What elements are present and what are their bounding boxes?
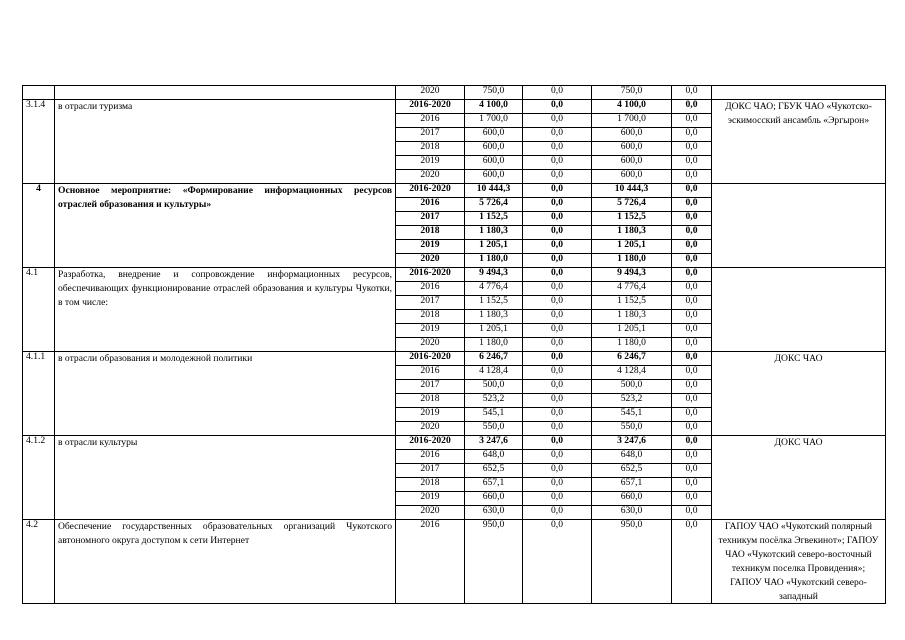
local-cell: 0,0 [672,268,712,282]
federal-cell: 0,0 [523,520,592,604]
total-cell: 500,0 [465,380,523,394]
total-cell: 950,0 [465,520,523,604]
local-cell: 0,0 [672,184,712,198]
regional-cell: 10 444,3 [592,184,672,198]
local-cell: 0,0 [672,212,712,226]
responsible-executor-cell: ДОКС ЧАО [712,352,886,436]
table-row [23,184,886,198]
regional-cell: 5 726,4 [592,198,672,212]
year-cell: 2016-2020 [396,352,465,366]
year-cell: 2016-2020 [396,268,465,282]
regional-cell: 660,0 [592,492,672,506]
row-index-cell: 4 [23,184,55,268]
total-cell: 5 726,4 [465,198,523,212]
federal-cell: 0,0 [523,184,592,198]
federal-cell: 0,0 [523,436,592,450]
regional-cell: 657,1 [592,478,672,492]
total-cell: 1 180,3 [465,310,523,324]
local-cell: 0,0 [672,240,712,254]
regional-cell: 523,2 [592,394,672,408]
total-cell: 660,0 [465,492,523,506]
year-cell: 2016 [396,520,465,604]
year-cell: 2016 [396,198,465,212]
row-index-cell [23,86,55,100]
local-cell: 0,0 [672,170,712,184]
year-cell: 2019 [396,492,465,506]
regional-cell: 6 246,7 [592,352,672,366]
total-cell: 10 444,3 [465,184,523,198]
year-cell: 2016 [396,114,465,128]
responsible-executor-cell [712,86,886,100]
federal-cell: 0,0 [523,170,592,184]
activity-name-cell: в отрасли образования и молодежной политики [55,352,396,436]
federal-cell: 0,0 [523,240,592,254]
row-index-cell: 3.1.4 [23,100,55,184]
federal-cell: 0,0 [523,394,592,408]
federal-cell: 0,0 [523,114,592,128]
federal-cell: 0,0 [523,408,592,422]
total-cell: 1 180,3 [465,226,523,240]
regional-cell: 600,0 [592,156,672,170]
year-cell: 2018 [396,394,465,408]
regional-cell: 1 205,1 [592,324,672,338]
regional-cell: 1 180,0 [592,338,672,352]
local-cell: 0,0 [672,310,712,324]
total-cell: 600,0 [465,142,523,156]
year-cell: 2017 [396,128,465,142]
federal-cell: 0,0 [523,492,592,506]
year-cell: 2020 [396,86,465,100]
local-cell: 0,0 [672,282,712,296]
row-index-cell: 4.1 [23,268,55,352]
local-cell: 0,0 [672,422,712,436]
regional-cell: 600,0 [592,170,672,184]
federal-cell: 0,0 [523,338,592,352]
federal-cell: 0,0 [523,128,592,142]
table-row [23,352,886,366]
total-cell: 1 180,0 [465,338,523,352]
year-cell: 2019 [396,240,465,254]
local-cell: 0,0 [672,520,712,604]
responsible-executor-cell: ДОКС ЧАО; ГБУК ЧАО «Чукотско-эскимосский ансамбль «Эргырон» [712,100,886,184]
total-cell: 3 247,6 [465,436,523,450]
total-cell: 4 100,0 [465,100,523,114]
local-cell: 0,0 [672,380,712,394]
responsible-executor-cell: ДОКС ЧАО [712,436,886,520]
total-cell: 648,0 [465,450,523,464]
year-cell: 2016 [396,282,465,296]
table-row [23,268,886,282]
local-cell: 0,0 [672,478,712,492]
total-cell: 1 180,0 [465,254,523,268]
total-cell: 550,0 [465,422,523,436]
regional-cell: 3 247,6 [592,436,672,450]
local-cell: 0,0 [672,128,712,142]
federal-cell: 0,0 [523,268,592,282]
year-cell: 2019 [396,408,465,422]
federal-cell: 0,0 [523,198,592,212]
year-cell: 2020 [396,254,465,268]
year-cell: 2018 [396,142,465,156]
regional-cell: 545,1 [592,408,672,422]
responsible-executor-cell: ГАПОУ ЧАО «Чукотский полярный техникум посёлка Эгвекинот»; ГАПОУ ЧАО «Чукотский северо-восточный техникум поселка Провидения»; ГАПОУ ЧАО «Чукотский северо-западный [712,520,886,604]
regional-cell: 1 180,0 [592,254,672,268]
regional-cell: 4 776,4 [592,282,672,296]
local-cell: 0,0 [672,86,712,100]
federal-cell: 0,0 [523,380,592,394]
local-cell: 0,0 [672,506,712,520]
year-cell: 2016 [396,450,465,464]
federal-cell: 0,0 [523,324,592,338]
year-cell: 2020 [396,422,465,436]
year-cell: 2019 [396,324,465,338]
federal-cell: 0,0 [523,212,592,226]
local-cell: 0,0 [672,366,712,380]
local-cell: 0,0 [672,156,712,170]
regional-cell: 1 700,0 [592,114,672,128]
year-cell: 2016 [396,366,465,380]
budget-table-body [23,86,886,604]
table-row [23,86,886,100]
total-cell: 523,2 [465,394,523,408]
federal-cell: 0,0 [523,422,592,436]
regional-cell: 652,5 [592,464,672,478]
total-cell: 600,0 [465,170,523,184]
total-cell: 545,1 [465,408,523,422]
total-cell: 652,5 [465,464,523,478]
local-cell: 0,0 [672,338,712,352]
federal-cell: 0,0 [523,310,592,324]
local-cell: 0,0 [672,324,712,338]
year-cell: 2016-2020 [396,184,465,198]
local-cell: 0,0 [672,394,712,408]
row-index-cell: 4.2 [23,520,55,604]
total-cell: 630,0 [465,506,523,520]
table-row [23,100,886,114]
activity-name-cell [55,86,396,100]
activity-name-cell: в отрасли культуры [55,436,396,520]
federal-cell: 0,0 [523,100,592,114]
row-index-cell: 4.1.2 [23,436,55,520]
year-cell: 2019 [396,156,465,170]
year-cell: 2018 [396,226,465,240]
regional-cell: 600,0 [592,128,672,142]
federal-cell: 0,0 [523,506,592,520]
regional-cell: 1 205,1 [592,240,672,254]
regional-cell: 4 100,0 [592,100,672,114]
federal-cell: 0,0 [523,450,592,464]
local-cell: 0,0 [672,100,712,114]
regional-cell: 950,0 [592,520,672,604]
total-cell: 4 776,4 [465,282,523,296]
local-cell: 0,0 [672,296,712,310]
budget-table [22,85,886,604]
activity-name-cell: Основное мероприятие: «Формирование информационных ресурсов отраслей образования и культуры» [55,184,396,268]
year-cell: 2020 [396,506,465,520]
total-cell: 657,1 [465,478,523,492]
regional-cell: 1 180,3 [592,226,672,240]
local-cell: 0,0 [672,464,712,478]
total-cell: 600,0 [465,156,523,170]
regional-cell: 500,0 [592,380,672,394]
local-cell: 0,0 [672,450,712,464]
total-cell: 750,0 [465,86,523,100]
regional-cell: 1 152,5 [592,296,672,310]
federal-cell: 0,0 [523,142,592,156]
year-cell: 2018 [396,478,465,492]
local-cell: 0,0 [672,226,712,240]
regional-cell: 1 152,5 [592,212,672,226]
local-cell: 0,0 [672,408,712,422]
table-row [23,436,886,450]
regional-cell: 4 128,4 [592,366,672,380]
year-cell: 2020 [396,170,465,184]
year-cell: 2018 [396,310,465,324]
federal-cell: 0,0 [523,254,592,268]
regional-cell: 9 494,3 [592,268,672,282]
local-cell: 0,0 [672,352,712,366]
year-cell: 2016-2020 [396,436,465,450]
responsible-executor-cell [712,184,886,268]
table-row [23,520,886,604]
year-cell: 2017 [396,464,465,478]
total-cell: 1 700,0 [465,114,523,128]
local-cell: 0,0 [672,114,712,128]
total-cell: 6 246,7 [465,352,523,366]
activity-name-cell: в отрасли туризма [55,100,396,184]
local-cell: 0,0 [672,198,712,212]
federal-cell: 0,0 [523,226,592,240]
regional-cell: 600,0 [592,142,672,156]
activity-name-cell: Обеспечение государственных образовательных организаций Чукотского автономного округа доступом к сети Интернет [55,520,396,604]
regional-cell: 648,0 [592,450,672,464]
responsible-executor-cell [712,268,886,352]
total-cell: 1 152,5 [465,296,523,310]
total-cell: 9 494,3 [465,268,523,282]
federal-cell: 0,0 [523,86,592,100]
total-cell: 1 152,5 [465,212,523,226]
local-cell: 0,0 [672,142,712,156]
regional-cell: 550,0 [592,422,672,436]
activity-name-cell: Разработка, внедрение и сопровождение информационных ресурсов, обеспечивающих функционирование отраслей образования и культуры Чукотки, в том числе: [55,268,396,352]
row-index-cell: 4.1.1 [23,352,55,436]
total-cell: 1 205,1 [465,240,523,254]
federal-cell: 0,0 [523,296,592,310]
total-cell: 4 128,4 [465,366,523,380]
year-cell: 2017 [396,380,465,394]
federal-cell: 0,0 [523,478,592,492]
total-cell: 1 205,1 [465,324,523,338]
local-cell: 0,0 [672,254,712,268]
local-cell: 0,0 [672,436,712,450]
total-cell: 600,0 [465,128,523,142]
federal-cell: 0,0 [523,352,592,366]
year-cell: 2017 [396,212,465,226]
regional-cell: 750,0 [592,86,672,100]
year-cell: 2017 [396,296,465,310]
regional-cell: 630,0 [592,506,672,520]
federal-cell: 0,0 [523,464,592,478]
regional-cell: 1 180,3 [592,310,672,324]
year-cell: 2016-2020 [396,100,465,114]
local-cell: 0,0 [672,492,712,506]
federal-cell: 0,0 [523,366,592,380]
federal-cell: 0,0 [523,156,592,170]
federal-cell: 0,0 [523,282,592,296]
year-cell: 2020 [396,338,465,352]
